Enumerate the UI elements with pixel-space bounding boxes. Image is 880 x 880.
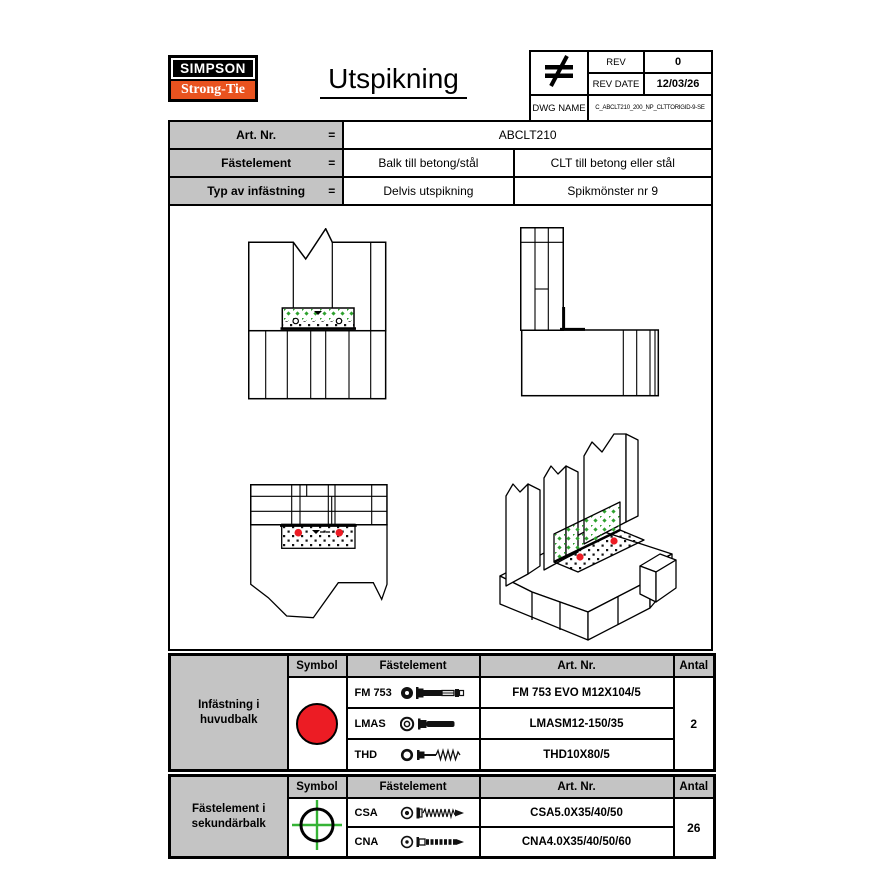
drawing-section-view [250, 484, 388, 620]
artnr-header: Art. Nr. [480, 655, 674, 678]
table-row [169, 121, 712, 149]
simpson-strongtie-logo [168, 55, 258, 102]
equals-sign: = [328, 128, 336, 142]
cna-nail-icon [400, 833, 466, 851]
anchor-marker-red [336, 529, 344, 537]
fastener-name: THD [354, 748, 378, 761]
technical-drawing-area [168, 204, 713, 651]
fastener-cell-lmas [347, 708, 480, 739]
crosshair-marker [288, 798, 347, 858]
symbol-header: Symbol [288, 655, 347, 678]
row-label-text: Typ av infästning [207, 184, 306, 198]
fastener-cell-cna [347, 827, 480, 857]
red-circle-marker [288, 677, 347, 771]
table-header-row [170, 655, 715, 678]
artnr-header: Art. Nr. [480, 776, 674, 799]
row-label-text: Art. Nr. [236, 128, 277, 142]
anchor-marker-red [295, 529, 303, 537]
concrete-screw-icon [400, 746, 466, 764]
fastener-cell-csa [347, 798, 480, 827]
rev-value: 0 [644, 51, 712, 73]
drawing-sheet [168, 50, 713, 859]
main-beam-fastener-table [168, 653, 716, 772]
fastener-type-label [169, 149, 343, 177]
fastener-type-right-value: CLT till betong eller stål [514, 149, 712, 177]
attachment-type-right-value: Spikmönster nr 9 [514, 177, 712, 205]
secondary-beam-fastener-table [168, 774, 716, 859]
attachment-type-label [169, 177, 343, 205]
art-nr-value: ABCLT210 [343, 121, 712, 149]
anchor-marker-red [576, 553, 583, 560]
article-info-table [168, 120, 713, 206]
fastener-header: Fästelement [347, 776, 480, 799]
equals-sign: = [328, 156, 336, 170]
sheet-header [168, 50, 713, 120]
not-equal-icon [530, 51, 588, 95]
artnr-value: CNA4.0X35/40/50/60 [480, 827, 674, 857]
symbol-header: Symbol [288, 776, 347, 799]
csa-screw-icon [400, 804, 466, 822]
artnr-value: THD10X80/5 [480, 739, 674, 771]
dwg-name-value: C_ABCLT210_200_NP_CLTTORIGID-9-SE [588, 95, 712, 121]
bracket-side [560, 307, 585, 330]
drawing-isometric-view [492, 426, 680, 646]
table-row-label: Infästning i huvudbalk [170, 655, 288, 771]
fastener-type-left-value: Balk till betong/stål [343, 149, 513, 177]
art-nr-label [169, 121, 343, 149]
revision-table [529, 50, 713, 122]
rev-date-label: REV DATE [588, 73, 644, 95]
logo-simpson-text: SIMPSON [171, 58, 255, 79]
row-label-text: Fästelement [221, 156, 292, 170]
bracket-bottom [280, 524, 357, 548]
screw-anchor-icon [400, 715, 466, 733]
equals-sign: = [328, 184, 336, 198]
attachment-type-left-value: Delvis utspikning [343, 177, 513, 205]
rev-date-value: 12/03/26 [644, 73, 712, 95]
anchor-marker-red [610, 537, 617, 544]
fastener-name: FM 753 [354, 686, 392, 699]
table-row [169, 149, 712, 177]
table-header-row [170, 776, 715, 799]
bracket-front [281, 308, 357, 329]
table-row [169, 177, 712, 205]
table-row-label: Fästelement i sekundärbalk [170, 776, 288, 858]
artnr-value: LMASM12-150/35 [480, 708, 674, 739]
fastener-header: Fästelement [347, 655, 480, 678]
logo-strongtie-text: Strong-Tie [171, 81, 255, 99]
sheet-title: Utspikning [320, 63, 467, 99]
qty-value: 26 [674, 798, 715, 858]
fastener-name: CSA [354, 806, 378, 819]
drawing-side-view [520, 227, 660, 399]
qty-header: Antal [674, 655, 715, 678]
fastener-cell-thd [347, 739, 480, 771]
wedge-anchor-icon [400, 684, 466, 702]
rev-label: REV [588, 51, 644, 73]
qty-value: 2 [674, 677, 715, 771]
artnr-value: CSA5.0X35/40/50 [480, 798, 674, 827]
fastener-cell-fm753 [347, 677, 480, 708]
dwg-name-label: DWG NAME [530, 95, 588, 121]
qty-header: Antal [674, 776, 715, 799]
artnr-value: FM 753 EVO M12X104/5 [480, 677, 674, 708]
fastener-name: LMAS [354, 717, 386, 730]
drawing-front-view [248, 228, 390, 404]
fastener-name: CNA [354, 836, 379, 849]
